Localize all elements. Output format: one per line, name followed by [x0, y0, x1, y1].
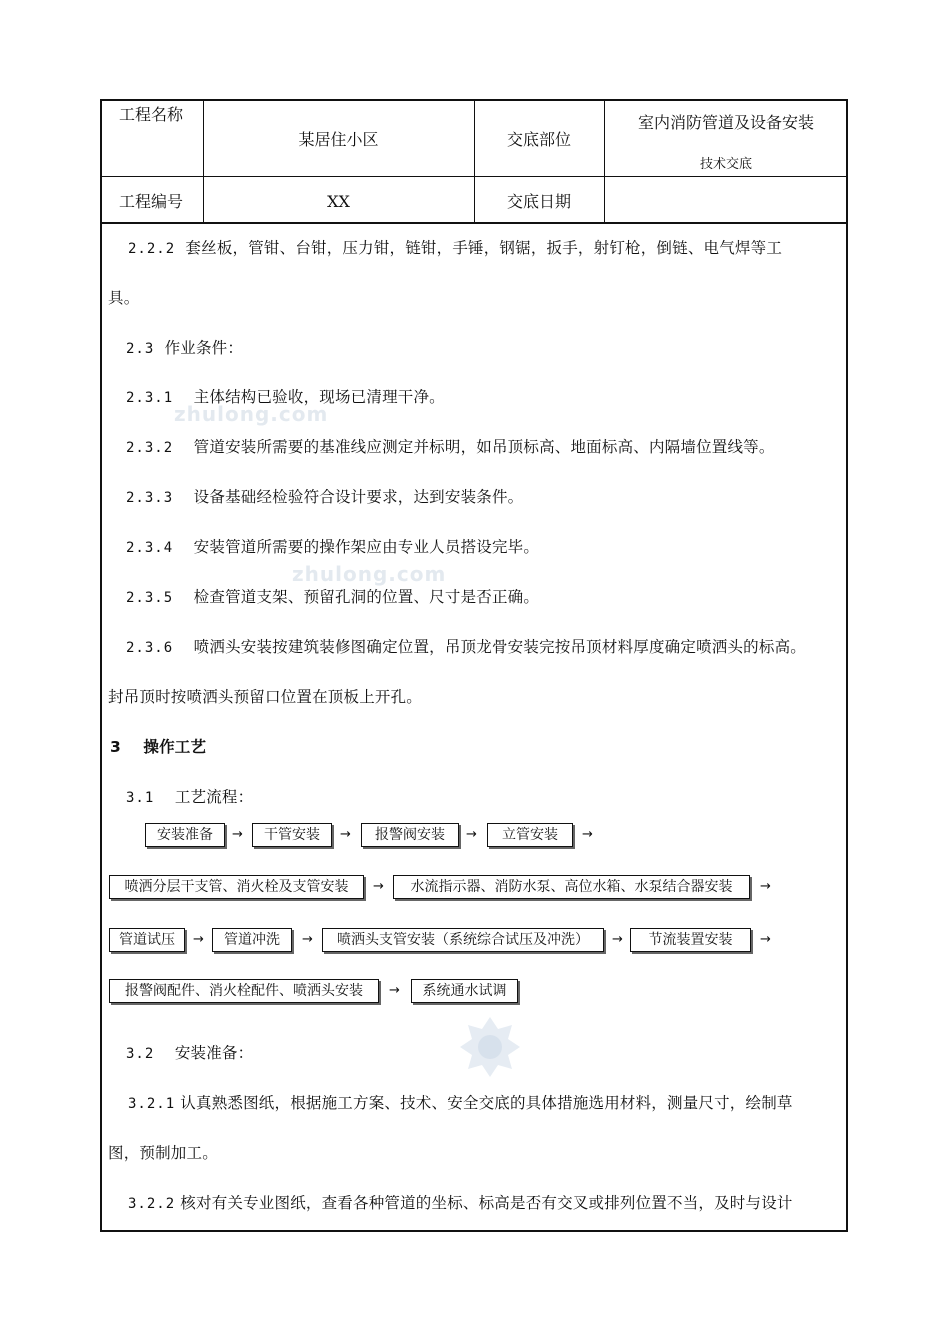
clause-number: 2.3.2	[126, 440, 174, 456]
paragraph-2-3-6	[126, 637, 806, 658]
paragraph-2-3-4	[126, 537, 539, 558]
paragraph-continuation: 具。	[108, 289, 140, 307]
handover-part-value: 室内消防管道及设备安装	[637, 113, 814, 132]
flow-arrow: →	[760, 932, 771, 947]
frame-right-border	[846, 224, 848, 1232]
flow-arrow: →	[302, 932, 313, 947]
handover-part-label: 交底部位	[506, 130, 571, 149]
clause-text: 设备基础经检验符合设计要求，达到安装条件。	[193, 488, 524, 506]
clause-text: 套丝板，管钳、台钳，压力钳，链钳，手锤，钢锯，扳手，射钉枪，倒链、电气焊等工	[185, 239, 783, 257]
paragraph-2-3-5	[126, 587, 539, 608]
clause-text: 管道安装所需要的基准线应测定并标明，如吊顶标高、地面标高、内隔墙位置线等。	[193, 438, 775, 456]
paragraph-2-3-1	[126, 387, 445, 408]
clause-text: 认真熟悉图纸，根据施工方案、技术、安全交底的具体措施选用材料，测量尺寸，绘制草	[180, 1094, 793, 1112]
flow-step: 系统通水试调	[411, 979, 518, 1003]
project-no-label: 工程编号	[119, 192, 184, 211]
paragraph-3-2-1	[128, 1093, 793, 1114]
snowflake-watermark-icon	[458, 1015, 522, 1079]
paragraph-3-2-2	[128, 1193, 793, 1214]
flow-step: 安装准备	[145, 823, 225, 847]
clause-text: 工艺流程：	[174, 788, 254, 806]
watermark: zhulong.com	[292, 562, 447, 586]
section-3-heading	[110, 737, 206, 757]
frame-bottom-border	[100, 1230, 848, 1232]
flow-arrow: →	[612, 932, 623, 947]
clause-number: 2.2.2	[128, 241, 176, 257]
paragraph-3-1	[126, 787, 253, 808]
flow-arrow: →	[389, 983, 400, 998]
clause-text: 主体结构已验收，现场已清理干净。	[193, 388, 445, 406]
paragraph-continuation: 封吊顶时按喷洒头预留口位置在顶板上开孔。	[108, 688, 423, 706]
flow-arrow: →	[373, 879, 384, 894]
paragraph-continuation: 图，预制加工。	[108, 1144, 218, 1162]
flow-arrow: →	[193, 932, 204, 947]
flow-arrow: →	[760, 879, 771, 894]
clause-number: 3.2.1	[128, 1096, 176, 1112]
flow-step: 管道冲洗	[212, 928, 292, 952]
flow-arrow: →	[232, 827, 243, 842]
section-number: 3	[110, 738, 121, 756]
clause-number: 2.3.3	[126, 490, 174, 506]
clause-number: 2.3.6	[126, 640, 174, 656]
project-name-value: 某居住小区	[298, 130, 379, 149]
clause-text: 核对有关专业图纸，查看各种管道的坐标、标高是否有交叉或排列位置不当，及时与设计	[180, 1194, 793, 1212]
clause-number: 3.2.2	[128, 1196, 176, 1212]
clause-number: 3.2	[126, 1046, 155, 1062]
paragraph-2-2-2	[128, 238, 782, 259]
watermark: zhulong.com	[174, 402, 329, 426]
project-no-value: XX	[327, 192, 350, 211]
project-name-label: 工程名称	[119, 105, 184, 124]
paragraph-2-3-3	[126, 487, 523, 508]
section-title: 操作工艺	[143, 738, 207, 756]
flow-arrow: →	[340, 827, 351, 842]
header-table	[100, 99, 848, 224]
flow-step: 干管安装	[252, 823, 332, 847]
handover-date-label: 交底日期	[506, 192, 571, 211]
clause-text: 安装准备：	[174, 1044, 254, 1062]
clause-text: 喷洒头安装按建筑装修图确定位置，吊顶龙骨安装完按吊顶材料厚度确定喷洒头的标高。	[193, 638, 806, 656]
clause-number: 3.1	[126, 790, 155, 806]
flow-step: 喷洒头支管安装（系统综合试压及冲洗）	[322, 928, 604, 952]
handover-part-sub: 技术交底	[699, 157, 752, 172]
clause-text: 作业条件：	[164, 339, 244, 357]
clause-text: 检查管道支架、预留孔洞的位置、尺寸是否正确。	[193, 588, 540, 606]
flow-step: 喷洒分层干支管、消火栓及支管安装	[109, 875, 364, 899]
flow-arrow: →	[466, 827, 477, 842]
flow-step: 报警阀安装	[361, 823, 459, 847]
clause-number: 2.3.4	[126, 540, 174, 556]
flow-step: 节流装置安装	[630, 928, 751, 952]
clause-number: 2.3	[126, 341, 155, 357]
paragraph-3-2	[126, 1043, 253, 1064]
paragraph-2-3-2	[126, 437, 775, 458]
flow-step: 水流指示器、消防水泵、高位水箱、水泵结合器安装	[393, 875, 750, 899]
clause-number: 2.3.1	[126, 390, 174, 406]
flow-arrow: →	[582, 827, 593, 842]
flow-step: 立管安装	[487, 823, 573, 847]
paragraph-2-3	[126, 338, 243, 359]
flow-step: 报警阀配件、消火栓配件、喷洒头安装	[109, 979, 379, 1003]
flow-step: 管道试压	[109, 928, 185, 952]
clause-number: 2.3.5	[126, 590, 174, 606]
frame-left-border	[100, 224, 102, 1232]
clause-text: 安装管道所需要的操作架应由专业人员搭设完毕。	[193, 538, 540, 556]
